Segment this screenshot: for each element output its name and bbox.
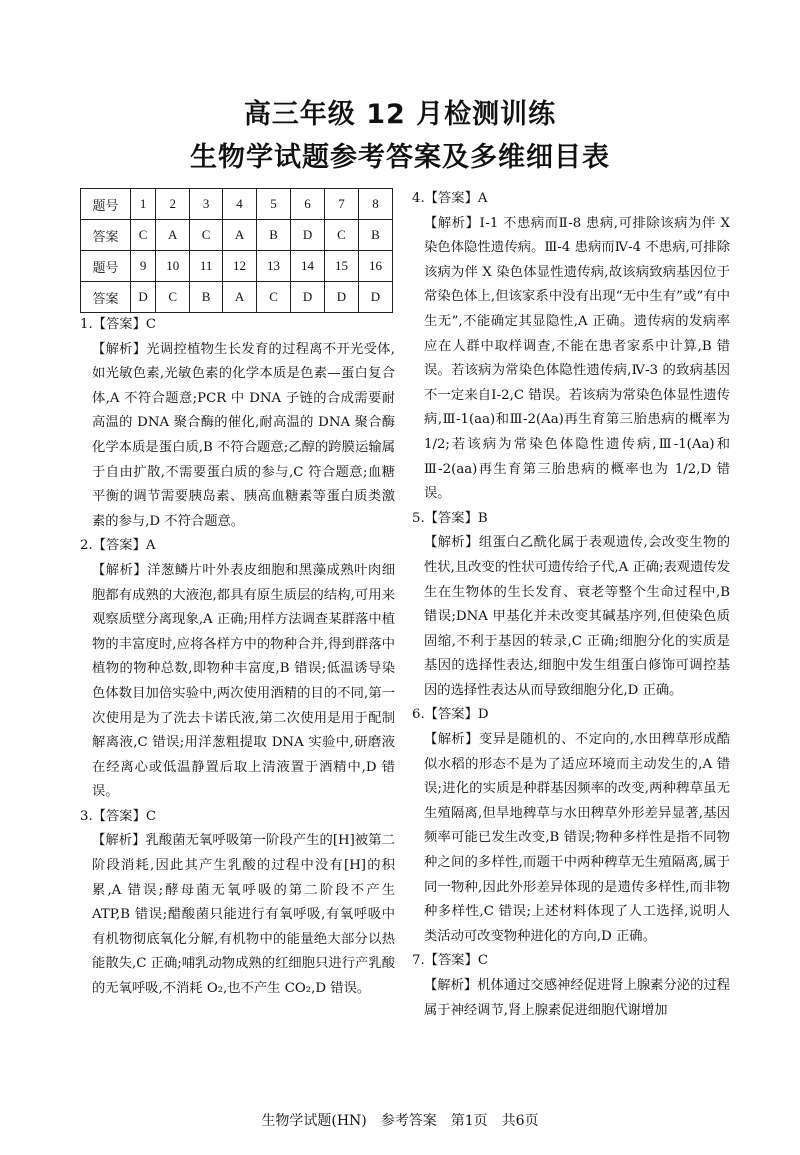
row-header-cell: 答案 — [81, 282, 131, 313]
table-cell: 14 — [291, 251, 325, 282]
answer-label: 5.【答案】B — [412, 510, 488, 526]
table-row — [81, 220, 393, 251]
question-4 — [412, 187, 730, 507]
explanation-text: 【解析】机体通过交感神经促进肾上腺素分泌的过程属于神经调节,肾上腺素促进细胞代谢增加 — [424, 978, 730, 1018]
question-1 — [80, 313, 395, 534]
table-row — [81, 251, 393, 282]
table-cell: C — [190, 220, 223, 251]
table-cell: 12 — [223, 251, 257, 282]
row-header-cell: 答案 — [81, 220, 131, 251]
question-6 — [412, 703, 730, 949]
table-cell: A — [223, 282, 257, 313]
table-row — [81, 282, 393, 313]
table-cell: 1 — [131, 189, 156, 220]
page-title: 高三年级 12 月检测训练 — [243, 99, 557, 130]
table-cell: 3 — [190, 189, 223, 220]
page-subtitle: 生物学试题参考答案及多维细目表 — [190, 142, 610, 173]
answer-label: 3.【答案】C — [80, 808, 157, 824]
table-cell: 13 — [257, 251, 291, 282]
explanation-text: 【解析】变异是随机的、不定向的,水田稗草形成酷似水稻的形态不是为了适应环境而主动发生的,A 错误;进化的实质是种群基因频率的改变,两种稗草虽无生殖隔离,但旱地稗草与水田稗草外形差异显著,基因频率可能已发生改变,B 错误;物种多样性是指不同物种之间的多样性,而题干中两种稗草无生殖隔离,属于同一物种,因此外形差异体现的是遗传多样性,而非物种多样性,C 错误;上述材料体现了人工选择,说明人类活动可改变物种进化的方向,D 正确。 — [424, 732, 730, 944]
row-header-cell: 题号 — [81, 251, 131, 282]
explanation-text: 【解析】Ⅰ-1 不患病而Ⅱ-8 患病,可排除该病为伴 X 染色体隐性遗传病。Ⅲ-4 患病而Ⅳ-4 不患病,可排除该病为伴 X 染色体显性遗传病,故该病致病基因位于常染色体上,但该家系中没有出现“无中生有”或“有中生无”,不能确定其显隐性,A 正确。遗传病的发病率应在人群中取样调查,不能在患者家系中计算,B 错误。若该病为常染色体隐性遗传病,Ⅳ-3 的致病基因不一定来自Ⅰ-2,C 错误。若该病为常染色体显性遗传病,Ⅲ-1(aa)和Ⅲ-2(Aa)再生育第三胎患病的概率为 1/2;若该病为常染色体隐性遗传病,Ⅲ-1(Aa)和Ⅲ-2(aa)再生育第三胎患病的概率也为 1/2,D 错误。 — [424, 215, 730, 502]
answer-label: 2.【答案】A — [80, 538, 156, 554]
explanation-text: 【解析】洋葱鳞片叶外表皮细胞和黑藻成熟叶肉细胞都有成熟的大液泡,都具有原生质层的结构,可用来观察质壁分离现象,A 正确;用样方法调查某群落中植物的丰富度时,应将各样方中的物种合并,得到群落中植物的物种总数,即物种丰富度,B 错误;低温诱导染色体数目加倍实验中,两次使用酒精的目的不同,第一次使用是为了洗去卡诺氏液,第二次使用是用于配制解离液,C 错误;用洋葱粗提取 DNA 实验中,研磨液在经离心或低温静置后取上清液置于酒精中,D 错误。 — [92, 562, 395, 800]
page-footer: 生物学试题(HN) 参考答案 第1页 共6页 — [261, 1113, 539, 1129]
table-cell: 8 — [358, 189, 392, 220]
table-cell: C — [257, 282, 291, 313]
explanation-text: 【解析】光调控植物生长发育的过程离不开光受体,如光敏色素,光敏色素的化学本质是色素—蛋白复合体,A 不符合题意;PCR 中 DNA 子链的合成需要耐高温的 DNA 聚合酶的催化,耐高温的 DNA 聚合酶化学本质是蛋白质,B 不符合题意;乙醇的跨膜运输属于自由扩散,不需要蛋白质的参与,C 符合题意;血糖平衡的调节需要胰岛素、胰高血糖素等蛋白质类激素的参与,D 不符合题意。 — [92, 341, 395, 529]
explanation-text: 【解析】组蛋白乙酰化属于表观遗传,会改变生物的性状,且改变的性状可遗传给子代,A 正确;表观遗传发生在生物体的生长发育、衰老等整个生命过程中,B 错误;DNA 甲基化并未改变其碱基序列,但使染色质固缩,不利于基因的转录,C 正确;细胞分化的实质是基因的选择性表达,细胞中发生组蛋白修饰可调控基因的选择性表达从而导致细胞分化,D 正确。 — [424, 535, 730, 698]
table-cell: 5 — [257, 189, 291, 220]
table-row — [81, 189, 393, 220]
right-column — [412, 187, 730, 1023]
answer-label: 4.【答案】A — [412, 191, 488, 206]
table-cell: D — [291, 220, 325, 251]
question-5 — [412, 507, 730, 704]
left-column — [80, 313, 395, 1002]
table-cell: 9 — [131, 251, 156, 282]
answer-label: 6.【答案】D — [412, 707, 489, 723]
table-cell: 2 — [156, 189, 190, 220]
table-cell: B — [358, 220, 392, 251]
table-cell: C — [156, 282, 190, 313]
table-cell: D — [325, 282, 359, 313]
answer-label: 1.【答案】C — [80, 317, 157, 332]
table-cell: 16 — [358, 251, 392, 282]
table-cell: C — [131, 220, 156, 251]
table-cell: D — [358, 282, 392, 313]
answer-label: 7.【答案】C — [412, 953, 489, 969]
table-cell: B — [257, 220, 291, 251]
table-cell: 10 — [156, 251, 190, 282]
question-7 — [412, 949, 730, 1023]
table-cell: D — [291, 282, 325, 313]
table-cell: C — [325, 220, 359, 251]
table-cell: B — [190, 282, 223, 313]
answer-table — [80, 188, 393, 313]
table-cell: A — [223, 220, 257, 251]
table-cell: 7 — [325, 189, 359, 220]
question-3 — [80, 805, 395, 1002]
table-cell: A — [156, 220, 190, 251]
table-cell: D — [131, 282, 156, 313]
row-header-cell: 题号 — [81, 189, 131, 220]
table-cell: 15 — [325, 251, 359, 282]
question-2 — [80, 534, 395, 805]
explanation-text: 【解析】乳酸菌无氧呼吸第一阶段产生的[H]被第二阶段消耗,因此其产生乳酸的过程中没有[H]的积累,A 错误;酵母菌无氧呼吸的第二阶段不产生 ATP,B 错误;醋酸菌只能进行有氧呼吸,有氧呼吸中有机物彻底氧化分解,有机物中的能量绝大部分以热能散失,C 正确;哺乳动物成熟的红细胞只进行产乳酸的无氧呼吸,不消耗 O₂,也不产生 CO₂,D 错误。 — [92, 833, 395, 997]
table-cell: 11 — [190, 251, 223, 282]
table-cell: 4 — [223, 189, 257, 220]
table-cell: 6 — [291, 189, 325, 220]
